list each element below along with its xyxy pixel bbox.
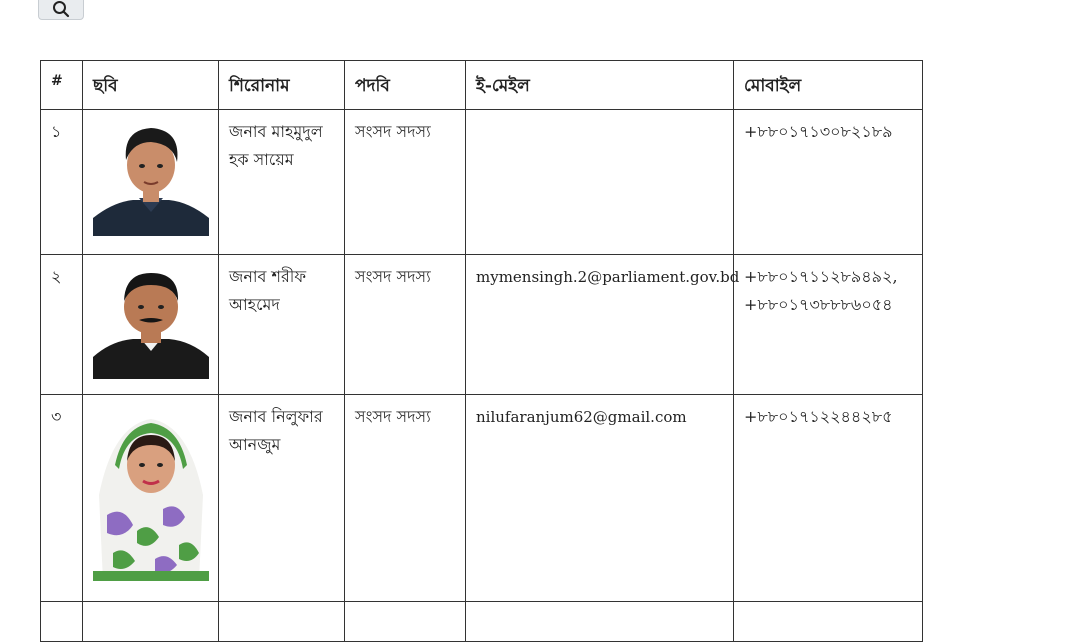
- member-mobile: +৮৮০১৭১৩০৮২১৮৯: [734, 110, 923, 255]
- header-title: শিরোনাম: [219, 61, 345, 110]
- member-photo: [93, 405, 209, 581]
- table-row: [41, 255, 923, 395]
- search-icon: [52, 0, 70, 18]
- member-name: জনাব শরীফ আহমেদ: [219, 255, 345, 395]
- row-number: ৩: [41, 395, 83, 602]
- member-mobile: +৮৮০১৭১১২৮৯৪৯২, +৮৮০১৭৩৮৮৮৬০৫৪: [734, 255, 923, 395]
- member-designation: সংসদ সদস্য: [345, 110, 466, 255]
- member-mobile: +৮৮০১৭১২২৪৪২৮৫: [734, 395, 923, 602]
- header-email: ই-মেইল: [466, 61, 734, 110]
- header-num: #: [41, 61, 83, 110]
- photo-cell: [83, 255, 219, 395]
- photo-cell: [83, 110, 219, 255]
- member-designation: সংসদ সদস্য: [345, 395, 466, 602]
- search-button[interactable]: [38, 0, 84, 20]
- row-number: ১: [41, 110, 83, 255]
- table-header-row: [41, 61, 923, 110]
- member-name: জনাব মাহমুদুল হক সায়েম: [219, 110, 345, 255]
- photo-cell: [83, 395, 219, 602]
- member-email[interactable]: mymensingh.2@parliament.gov.bd: [466, 255, 734, 395]
- table-row: [41, 110, 923, 255]
- row-number: ২: [41, 255, 83, 395]
- members-table: [40, 60, 923, 642]
- member-email[interactable]: [466, 110, 734, 255]
- header-photo: ছবি: [83, 61, 219, 110]
- member-email[interactable]: nilufaranjum62@gmail.com: [466, 395, 734, 602]
- member-designation: সংসদ সদস্য: [345, 255, 466, 395]
- member-photo: [93, 120, 209, 236]
- header-mobile: মোবাইল: [734, 61, 923, 110]
- header-designation: পদবি: [345, 61, 466, 110]
- member-photo: [93, 265, 209, 379]
- member-name: জনাব নিলুফার আনজুম: [219, 395, 345, 602]
- table-row: [41, 395, 923, 602]
